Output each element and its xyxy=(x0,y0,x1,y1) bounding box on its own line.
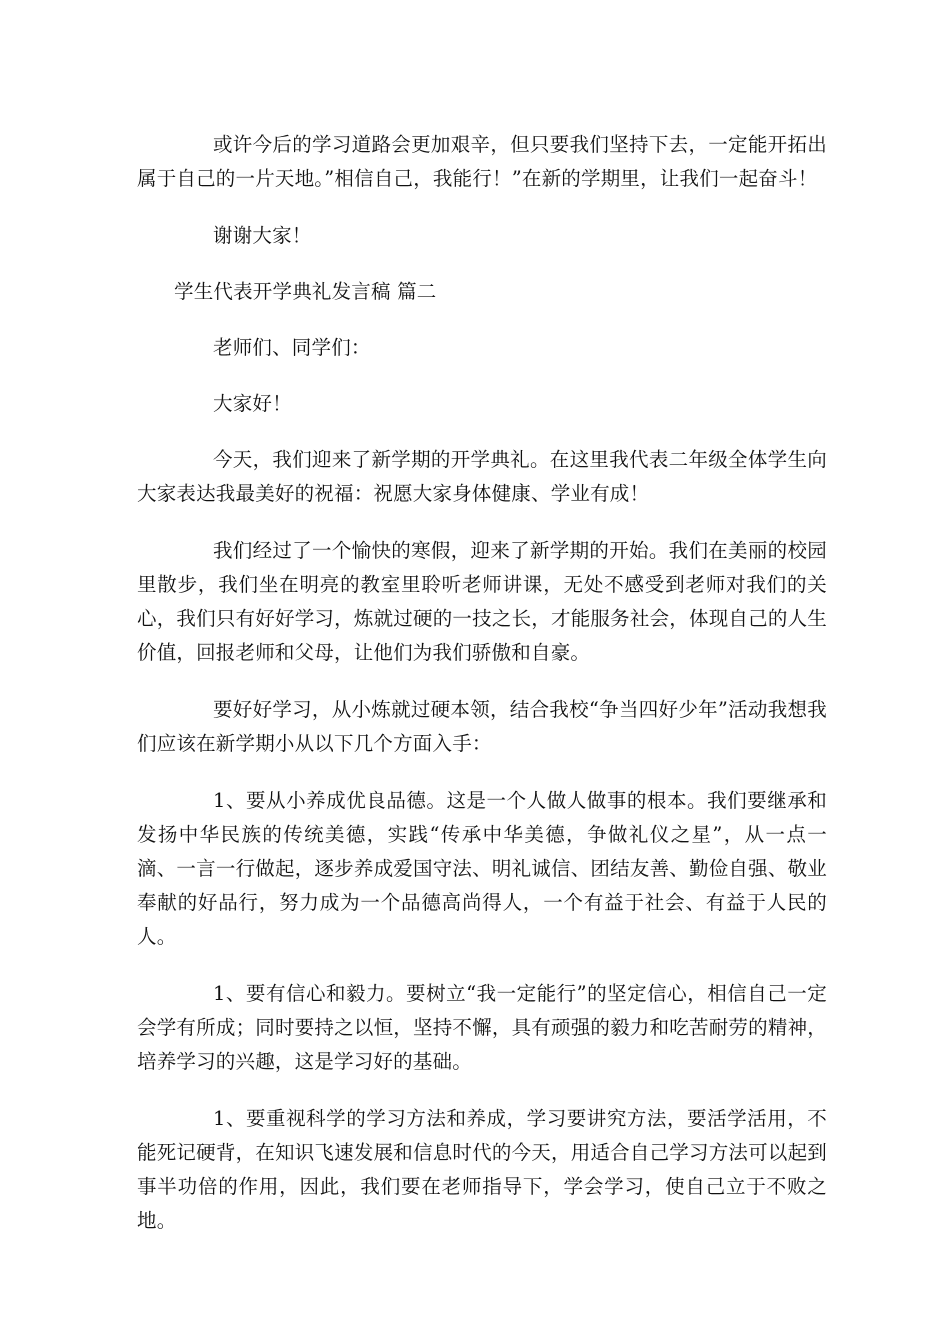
document-body xyxy=(137,128,827,1261)
section-heading: 学生代表开学典礼发言稿 篇二 xyxy=(174,280,437,303)
paragraph: 谢谢大家！ xyxy=(213,224,312,247)
list-item: 1、要重视科学的学习方法和养成，学习要讲究方法，要活学活用，不能死记硬背，在知识飞速发展和信息时代的今天，用适合自己学习方法可以起到事半功倍的作用，因此，我们要在老师指导下，学会学习，使自己立于不败之地。 xyxy=(137,1107,827,1232)
paragraph: 我们经过了一个愉快的寒假，迎来了新学期的开始。我们在美丽的校园里散步，我们坐在明亮的教室里聆听老师讲课，无处不感受到老师对我们的关心，我们只有好好学习，炼就过硬的一技之长，才能服务社会，体现自己的人生价值，回报老师和父母，让他们为我们骄傲和自豪。 xyxy=(137,539,827,664)
paragraph: 要好好学习，从小炼就过硬本领，结合我校“争当四好少年”活动我想我们应该在新学期小从以下几个方面入手： xyxy=(137,698,827,755)
greeting: 大家好！ xyxy=(213,392,292,415)
list-item: 1、要有信心和毅力。要树立“我一定能行”的坚定信心，相信自己一定会学有所成；同时要持之以恒，坚持不懈，具有顽强的毅力和吃苦耐劳的精神，培养学习的兴趣，这是学习好的基础。 xyxy=(137,982,827,1073)
paragraph: 今天，我们迎来了新学期的开学典礼。在这里我代表二年级全体学生向大家表达我最美好的祝福：祝愿大家身体健康、学业有成！ xyxy=(137,448,827,505)
list-item: 1、要从小养成优良品德。这是一个人做人做事的根本。我们要继承和发扬中华民族的传统美德，实践“传承中华美德，争做礼仪之星”，从一点一滴、一言一行做起，逐步养成爱国守法、明礼诚信、团结友善、勤俭自强、敬业奉献的好品行，努力成为一个品德高尚得人，一个有益于社会、有益于人民的人。 xyxy=(137,789,827,948)
salutation: 老师们、同学们： xyxy=(213,336,371,359)
paragraph: 或许今后的学习道路会更加艰辛，但只要我们坚持下去，一定能开拓出属于自己的一片天地。”相信自己，我能行！”在新的学期里，让我们一起奋斗！ xyxy=(137,133,827,190)
